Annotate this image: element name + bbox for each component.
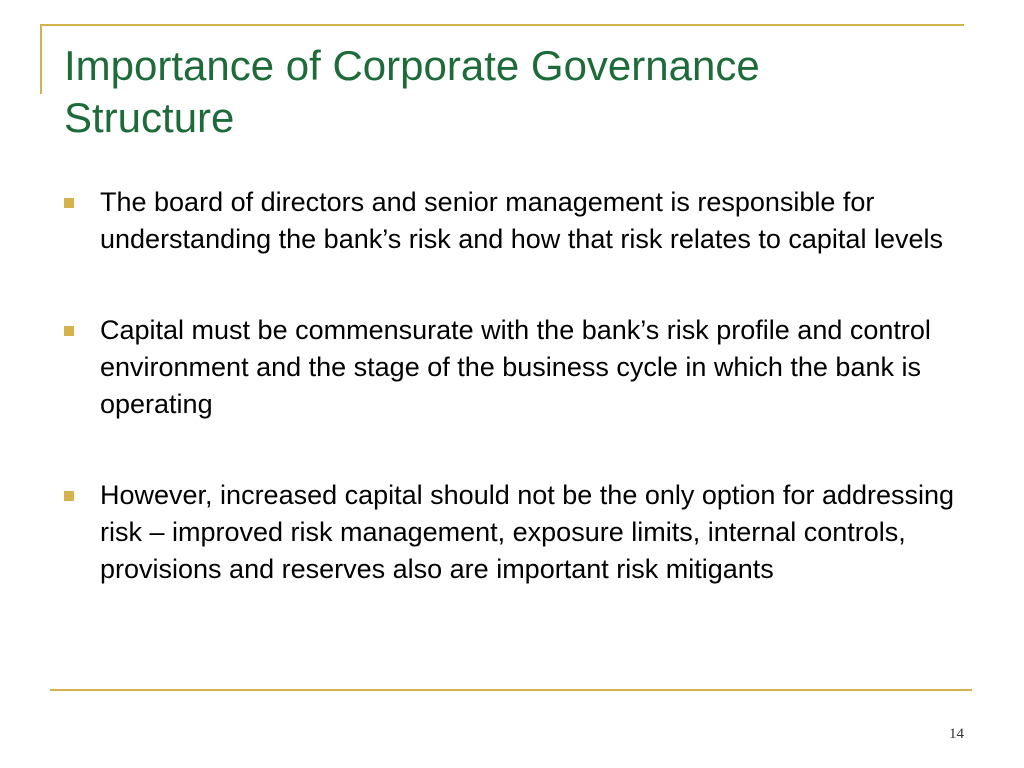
- title-top-rule: [40, 24, 964, 26]
- square-bullet-icon: [64, 326, 74, 336]
- square-bullet-icon: [64, 198, 74, 208]
- bullet-item-3: [64, 477, 964, 588]
- bullet-text-3: However, increased capital should not be the only option for addressing risk – improved risk management, exposure limits, internal controls, provisions and reserves also are important risk mitigants: [100, 480, 955, 584]
- square-bullet-icon: [64, 491, 74, 501]
- bullet-text-1: The board of directors and senior management is responsible for understanding the bank’s risk and how that risk relates to capital levels: [100, 187, 943, 254]
- bullet-item-2: [64, 312, 964, 423]
- page-number: 14: [949, 726, 964, 742]
- slide-title-line-1: Importance of Corporate Governance: [64, 42, 760, 89]
- footer-rule: [50, 689, 972, 691]
- slide-title-line-2: Structure: [64, 94, 235, 141]
- bullet-text-2: Capital must be commensurate with the bank’s risk profile and control environment and the stage of the business cycle in which the bank is operating: [100, 315, 931, 419]
- slide-title: [64, 40, 944, 144]
- bullet-list: [64, 184, 964, 642]
- bullet-item-1: [64, 184, 964, 258]
- title-left-rule: [40, 24, 42, 94]
